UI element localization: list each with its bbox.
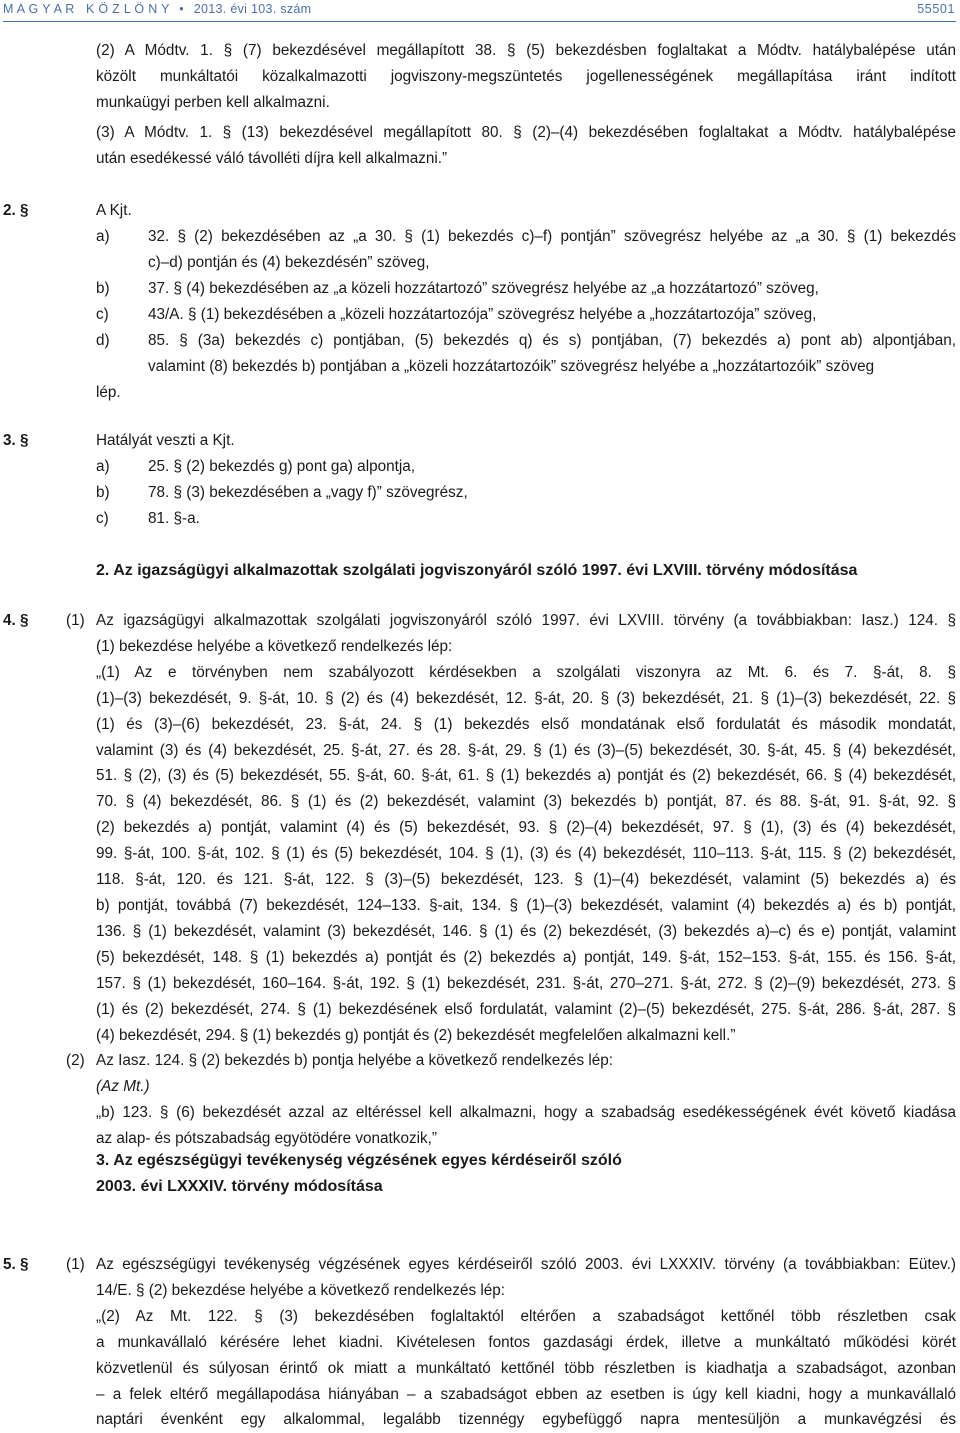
- text-line: 99. §-át, 100. §-át, 102. § (1) és (5) bekezdését, 104. § (1), (3) és (4) bekezdését, 110–113. §-át, 115. § (2) bekezdését,: [96, 845, 956, 863]
- item-label: c): [96, 306, 109, 323]
- journal-title: M A G Y A R K Ö Z L Ö N Y: [3, 2, 170, 16]
- text-line: „b) 123. § (6) bekezdését azzal az eltéréssel kell alkalmazni, hogy a szabadság esedékességének évét követő kiadása: [96, 1103, 956, 1121]
- text-line: 157. § (1) bekezdését, 160–164. §-át, 192. § (1) bekezdését, 231. §-át, 270–271. §-át, 272. § (2)–(9) bekezdését, 273. §: [96, 974, 956, 992]
- text-line: (1) bekezdése helyébe a következő rendelkezés lép:: [96, 637, 453, 655]
- subsection-label: (1): [66, 612, 85, 629]
- chapter-heading: [96, 1148, 956, 1200]
- text-line: (1) és (2) bekezdését, 274. § (1) bekezdésének első fordulatát, valamint (2)–(5) bekezdését, 275. §-át, 286. §-át, 287. §: [96, 1000, 956, 1018]
- header-rule: [3, 21, 956, 22]
- text-line: „(2) Az Mt. 122. § (3) bekezdésében foglaltaktól eltérően a szabadságot kettőnél több részletben csak: [96, 1307, 956, 1325]
- section-3-title: Hatályát veszti a Kjt.: [96, 432, 235, 449]
- text-line: 51. § (2), (3) és (5) bekezdését, 55. §-át, 60. §-át, 61. § (1) bekezdés a) pontját és (2) bekezdését, 66. § (4) bekezdését,: [96, 767, 956, 785]
- text-line: 85. § (3a) bekezdés c) pontjában, (5) bekezdés q) és s) pontjában, (7) bekezdés a) pont ab) alpontjában,: [148, 332, 956, 349]
- text-line: 70. § (4) bekezdését, 86. § (1) és (2) bekezdését, valamint (3) bekezdés b) pontját, 87. és 88. §-át, 91. §-át, 92. §: [96, 793, 956, 811]
- text-line: valamint (8) bekezdés b) pontjában a „közeli hozzátartozóik” szövegrész helyébe a „hozzátartozóik” szöveg: [148, 357, 875, 375]
- heading-line: 2003. évi LXXXIV. törvény módosítása: [96, 1178, 383, 1195]
- subsection-label: (2): [66, 1052, 85, 1069]
- text-line: (4) bekezdését, 294. § (1) bekezdés g) pontját és (2) bekezdését megfelelően alkalmazni kell.”: [96, 1026, 736, 1044]
- item-label: a): [96, 458, 110, 475]
- section-2-item-b: [148, 276, 956, 302]
- item-label: b): [96, 280, 110, 297]
- text-line: Az Iasz. 124. § (2) bekezdés b) pontja helyébe a következő rendelkezés lép:: [96, 1052, 614, 1069]
- text-line: közölt munkáltatói közalkalmazotti jogviszony-megszüntetés jogellenességének megállapítása iránt indított: [96, 67, 956, 85]
- text-line: a munkavállaló kérésére lehet kiadni. Kivételesen fontos gazdasági érdek, illetve a munkáltató működési körét: [96, 1333, 956, 1351]
- section-4-subsection-1: [96, 608, 956, 1048]
- section-2-title: A Kjt.: [96, 202, 132, 219]
- item-label: b): [96, 484, 110, 501]
- page-number: 55501: [917, 2, 955, 16]
- subsection-label: (1): [66, 1256, 85, 1273]
- journal-header: [3, 0, 311, 18]
- intro-paragraph-3: [96, 120, 956, 172]
- text-line: „(1) Az e törvényben nem szabályozott kérdésekben a szolgálati viszonyra az Mt. 6. és 7. §-át, 8. §: [96, 663, 956, 681]
- text-line: Az egészségügyi tevékenység végzésének egyes kérdéseiről szóló 2003. évi LXXXIV. törvény (a továbbiakban: Eütev.): [96, 1256, 956, 1273]
- text-line: (2) bekezdés a) pontját, valamint (4) és (5) bekezdését, 93. § (2)–(4) bekezdését, 97. § (1), (3) és (4) bekezdését,: [96, 819, 956, 837]
- section-5-subsection-1: [96, 1252, 956, 1433]
- heading-line: 3. Az egészségügyi tevékenység végzésének egyes kérdéseiről szóló: [96, 1152, 622, 1169]
- text-line: valamint (3) és (4) bekezdését, 25. §-át, 27. és 28. §-át, 29. § (1) és (3)–(5) bekezdését, 30. §-át, 45. § (4) bekezdését,: [96, 741, 956, 759]
- text-line: 43/A. § (1) bekezdésében a „közeli hozzátartozója” szövegrész helyébe a „hozzátartozója” szöveg,: [148, 306, 817, 323]
- text-line: (2) A Módtv. 1. § (7) bekezdésével megállapított 38. § (5) bekezdésben foglaltakat a Módtv. hatálybalépése után: [96, 42, 956, 59]
- text-line: – a felek eltérő megállapodása hiányában – a szabadságot ebben az esetben is úgy kell kiadni, hogy a munkavállaló: [96, 1385, 956, 1403]
- section-3-item-a: 25. § (2) bekezdés g) pont ga) alpontja,: [148, 458, 416, 475]
- section-2-item-d: [148, 328, 956, 380]
- text-line: (Az Mt.): [96, 1077, 150, 1095]
- item-label: c): [96, 510, 109, 527]
- text-line: közvetlenül és súlyosan érintő ok miatt a munkáltató kettőnél több részletben is kiadhatja a szabadságot, azonban: [96, 1359, 956, 1377]
- text-line: után esedékessé váló távolléti díjra kell alkalmazni.”: [96, 149, 448, 167]
- text-line: 136. § (1) bekezdését, valamint (3) bekezdését, 146. § (1) és (2) bekezdését, (3) bekezdés a)–c) és e) pontját, valamint: [96, 922, 956, 940]
- section-2-closing: lép.: [96, 384, 121, 401]
- text-line: 118. §-át, 120. és 121. §-át, 122. § (3)–(5) bekezdését, 123. § (1)–(4) bekezdését, valamint (5) bekezdés a) és: [96, 871, 956, 889]
- section-number: 3. §: [3, 432, 29, 449]
- section-3-item-b: 78. § (3) bekezdésében a „vagy f)” szövegrész,: [148, 484, 468, 501]
- issue-label: 2013. évi 103. szám: [193, 2, 312, 16]
- chapter-heading: 2. Az igazságügyi alkalmazottak szolgálati jogviszonyáról szóló 1997. évi LXVIII. törvény módosítása: [96, 562, 858, 579]
- item-label: a): [96, 228, 110, 245]
- text-line: naptári évenként egy alkalommal, legalább tizennégy egybefüggő napra mentesüljön a munkavégzési és: [96, 1411, 956, 1429]
- text-line: Az igazságügyi alkalmazottak szolgálati jogviszonyáról szóló 1997. évi LXVIII. törvény (a továbbiakban: Iasz.) 124. §: [96, 612, 956, 629]
- section-3-item-c: 81. §-a.: [148, 510, 200, 527]
- text-line: b) pontját, továbbá (7) bekezdését, 124–133. §-ait, 134. § (1)–(3) bekezdését, valamint (4) bekezdés a) és b) pontját,: [96, 896, 956, 914]
- text-line: (5) bekezdését, 148. § (1) bekezdés a) pontját és (2) bekezdés a) pontját, 149. §-át, 152–153. §-át, 155. és 156. §-át,: [96, 948, 956, 966]
- section-number: 4. §: [3, 612, 29, 629]
- text-line: munkaügyi perben kell alkalmazni.: [96, 93, 330, 111]
- text-line: c)–d) pontján és (4) bekezdésén” szöveg,: [148, 253, 430, 271]
- running-header: [3, 0, 955, 20]
- section-2-item-a: [148, 224, 956, 276]
- header-bullet: •: [179, 2, 184, 16]
- text-line: (1) és (3)–(6) bekezdését, 23. §-át, 24. § (1) bekezdés első mondatának első fordulatát és második mondatát,: [96, 715, 956, 733]
- text-line: 14/E. § (2) bekezdése helyébe a következő rendelkezés lép:: [96, 1281, 506, 1299]
- intro-paragraph-2: [96, 38, 956, 116]
- section-4-subsection-2: [96, 1048, 956, 1152]
- text-line: 37. § (4) bekezdésében az „a közeli hozzátartozó” szövegrész helyébe az „a hozzátartozó” szöveg,: [148, 280, 819, 297]
- text-line: (3) A Módtv. 1. § (13) bekezdésével megállapított 80. § (2)–(4) bekezdésében foglaltakat a Módtv. hatálybalépése: [96, 124, 956, 141]
- text-line: 32. § (2) bekezdésében az „a 30. § (1) bekezdés c)–f) pontján” szövegrész helyébe az „a 30. § (1) bekezdés: [148, 228, 956, 245]
- section-number: 5. §: [3, 1256, 29, 1273]
- text-line: (1)–(3) bekezdését, 9. §-át, 10. § (2) és (4) bekezdését, 12. §-át, 20. § (3) bekezdését, 21. § (1)–(3) bekezdését, 22. §: [96, 689, 956, 707]
- section-number: 2. §: [3, 202, 29, 219]
- item-label: d): [96, 332, 110, 349]
- text-line: az alap- és pótszabadság egyötödére vonatkozik,”: [96, 1129, 437, 1147]
- section-2-item-c: [148, 302, 956, 328]
